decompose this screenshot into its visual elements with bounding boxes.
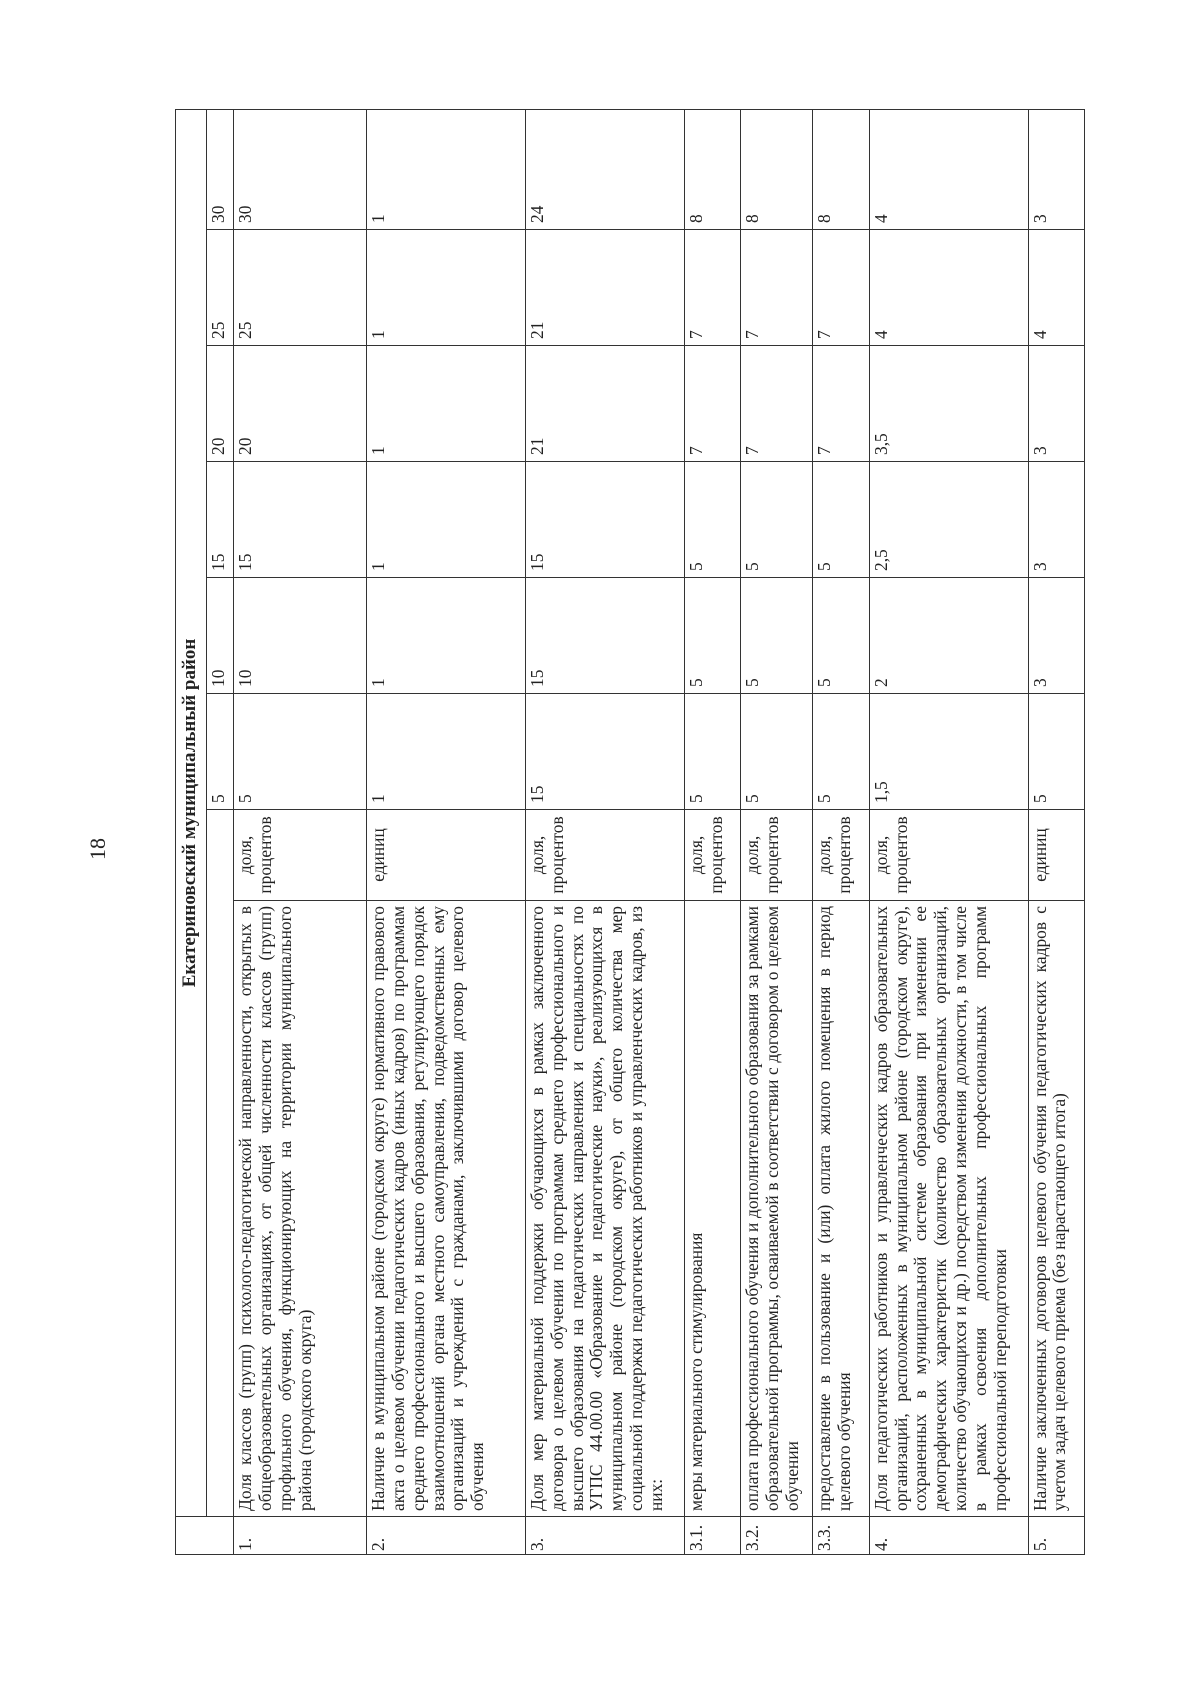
row-value: 1: [367, 462, 526, 578]
row-value: 4: [1028, 230, 1084, 346]
row-value: 5: [741, 578, 813, 694]
row-value: 2: [869, 578, 1028, 694]
row-value: 15: [525, 694, 684, 810]
row-unit: доля, процентов: [813, 810, 869, 901]
rotated-table-container: [175, 110, 1085, 1555]
row-number: 5.: [1028, 1517, 1084, 1555]
row-description: оплата профессионального обучения и дополнительного образования за рамками образовательной программы, осваиваемой в соответствии с договором о целевом обучении: [741, 901, 813, 1517]
row-value: 5: [813, 694, 869, 810]
row-value: 5: [813, 578, 869, 694]
row-value: 5: [684, 462, 740, 578]
header-value-1: 5: [207, 694, 234, 810]
row-value: 1: [367, 346, 526, 462]
row-value: 5: [741, 462, 813, 578]
row-value: 1: [367, 694, 526, 810]
page-number: 18: [85, 838, 110, 860]
region-header-row: [176, 109, 207, 1554]
row-number: 3.3.: [813, 1517, 869, 1555]
table-row: [1028, 109, 1084, 1554]
row-number: 3.1.: [684, 1517, 740, 1555]
row-value: 24: [525, 109, 684, 229]
row-value: 15: [525, 578, 684, 694]
row-value: 15: [234, 462, 367, 578]
header-value-6: 30: [207, 109, 234, 229]
row-value: 10: [234, 578, 367, 694]
row-value: 5: [684, 578, 740, 694]
header-value-4: 20: [207, 346, 234, 462]
row-unit: доля, процентов: [234, 810, 367, 901]
row-value: 7: [684, 346, 740, 462]
row-value: 3,5: [869, 346, 1028, 462]
header-value-2: 10: [207, 578, 234, 694]
table-row: [684, 109, 740, 1554]
row-value: 3: [1028, 578, 1084, 694]
row-value: 5: [741, 694, 813, 810]
row-value: 15: [525, 462, 684, 578]
row-value: 21: [525, 230, 684, 346]
table-row: [813, 109, 869, 1554]
row-unit: доля, процентов: [869, 810, 1028, 901]
row-number: 1.: [234, 1517, 367, 1555]
row-unit: единиц: [367, 810, 526, 901]
row-number: 3.2.: [741, 1517, 813, 1555]
row-description: Наличие в муниципальном районе (городском округе) нормативного правового акта о целевом обучении педагогических кадров (иных кадров) по программам среднего профессионального и высшего образования, регулирующего порядок взаимоотношений органа местного самоуправления, подведомственных ему организаций и учреждений с гражданами, заключившими договор целевого обучения: [367, 901, 526, 1517]
row-value: 5: [684, 694, 740, 810]
row-value: 7: [813, 230, 869, 346]
row-value: 4: [869, 230, 1028, 346]
row-unit: доля, процентов: [525, 810, 684, 901]
row-value: 2,5: [869, 462, 1028, 578]
row-description: Доля педагогических работников и управленческих кадров образовательных организаций, расположенных в муниципальном районе (городском округе), сохраненных в муниципальной системе образования при изменении ее демографических характеристик (количество образовательных организаций, количество обучающихся и др.) посредством изменения должности, в том числе в рамках освоения дополнительных профессиональных программ профессиональной переподготовки: [869, 901, 1028, 1517]
indicators-table: [175, 109, 1085, 1555]
row-description: Наличие заключенных договоров целевого обучения педагогических кадров с учетом задач целевого приема (без нарастающего итога): [1028, 901, 1084, 1517]
row-value: 7: [741, 230, 813, 346]
row-value: 1: [367, 230, 526, 346]
year-values-header-row: [207, 109, 234, 1554]
row-value: 1,5: [869, 694, 1028, 810]
row-value: 30: [234, 109, 367, 229]
row-value: 4: [869, 109, 1028, 229]
row-description: меры материального стимулирования: [684, 901, 740, 1517]
row-description: Доля мер материальной поддержки обучающихся в рамках заключенного договора о целевом обучении по программам среднего профессионального и высшего образования на педагогических направлениях и специальностях по УГПС 44.00.00 «Образование и педагогические науки», реализующихся в муниципальном районе (городском округе), от общего количества мер социальной поддержки педагогических работников и управленческих кадров, из них:: [525, 901, 684, 1517]
row-description: предоставление в пользование и (или) оплата жилого помещения в период целевого обучения: [813, 901, 869, 1517]
row-value: 3: [1028, 109, 1084, 229]
row-unit: доля, процентов: [684, 810, 740, 901]
row-number: 4.: [869, 1517, 1028, 1555]
row-value: 5: [234, 694, 367, 810]
row-unit: доля, процентов: [741, 810, 813, 901]
row-value: 8: [684, 109, 740, 229]
row-value: 1: [367, 109, 526, 229]
row-value: 1: [367, 578, 526, 694]
table-row: [234, 109, 367, 1554]
row-value: 7: [813, 346, 869, 462]
row-number: 3.: [525, 1517, 684, 1555]
row-value: 20: [234, 346, 367, 462]
row-value: 5: [1028, 694, 1084, 810]
row-value: 7: [684, 230, 740, 346]
row-value: 8: [741, 109, 813, 229]
header-value-5: 25: [207, 230, 234, 346]
row-value: 5: [813, 462, 869, 578]
header-value-3: 15: [207, 462, 234, 578]
row-value: 25: [234, 230, 367, 346]
row-value: 21: [525, 346, 684, 462]
table-row: [525, 109, 684, 1554]
header-blank-cell: [207, 810, 234, 1517]
table-row: [869, 109, 1028, 1554]
row-value: 3: [1028, 462, 1084, 578]
row-value: 8: [813, 109, 869, 229]
row-unit: единиц: [1028, 810, 1084, 901]
row-value: 7: [741, 346, 813, 462]
row-number: 2.: [367, 1517, 526, 1555]
header-corner-cell: [176, 1517, 234, 1555]
region-title: Екатериновский муниципальный район: [176, 109, 207, 1516]
table-row: [367, 109, 526, 1554]
row-value: 3: [1028, 346, 1084, 462]
table-row: [741, 109, 813, 1554]
row-description: Доля классов (групп) психолого-педагогической направленности, открытых в общеобразовательных организациях, от общей численности классов (групп) профильного обучения, функционирующих на территории муниципального района (городского округа): [234, 901, 367, 1517]
